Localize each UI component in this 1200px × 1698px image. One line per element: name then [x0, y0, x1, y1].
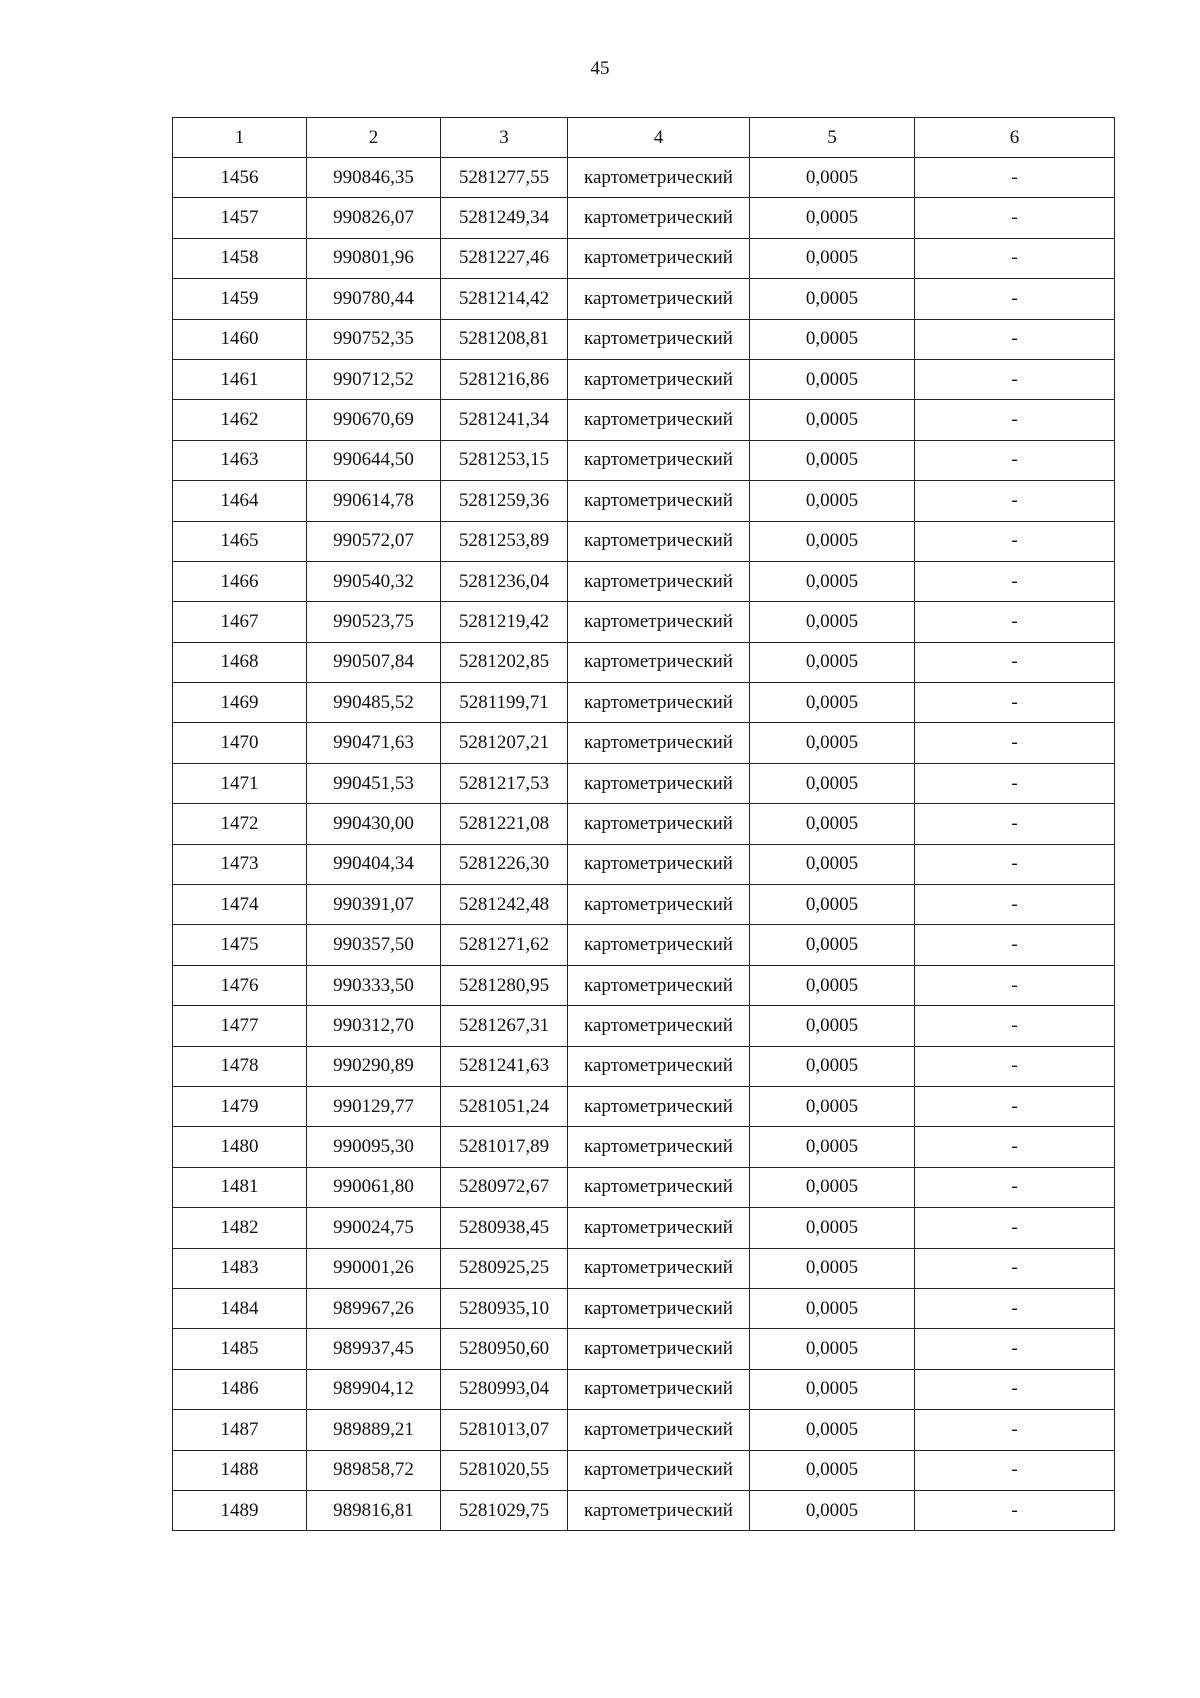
cell-x-coordinate: 990290,89 [307, 1046, 441, 1086]
cell-method: картометрический [568, 1208, 750, 1248]
cell-method: картометрический [568, 481, 750, 521]
cell-accuracy: 0,0005 [750, 763, 915, 803]
cell-description: - [915, 1450, 1115, 1490]
cell-description: - [915, 1208, 1115, 1248]
cell-y-coordinate: 5280938,45 [441, 1208, 568, 1248]
cell-description: - [915, 481, 1115, 521]
cell-y-coordinate: 5281226,30 [441, 844, 568, 884]
table-row [173, 561, 1115, 601]
cell-method: картометрический [568, 763, 750, 803]
cell-method: картометрический [568, 844, 750, 884]
cell-description: - [915, 804, 1115, 844]
cell-x-coordinate: 989816,81 [307, 1490, 441, 1530]
cell-description: - [915, 723, 1115, 763]
cell-y-coordinate: 5281241,34 [441, 400, 568, 440]
table-row [173, 521, 1115, 561]
cell-accuracy: 0,0005 [750, 1248, 915, 1288]
cell-point-number: 1485 [173, 1329, 307, 1369]
cell-accuracy: 0,0005 [750, 602, 915, 642]
cell-y-coordinate: 5281241,63 [441, 1046, 568, 1086]
cell-accuracy: 0,0005 [750, 1127, 915, 1167]
cell-description: - [915, 1490, 1115, 1530]
cell-y-coordinate: 5281217,53 [441, 763, 568, 803]
table-row [173, 440, 1115, 480]
cell-y-coordinate: 5281236,04 [441, 561, 568, 601]
cell-x-coordinate: 990523,75 [307, 602, 441, 642]
cell-description: - [915, 602, 1115, 642]
cell-point-number: 1476 [173, 965, 307, 1005]
cell-x-coordinate: 990001,26 [307, 1248, 441, 1288]
cell-description: - [915, 158, 1115, 198]
cell-x-coordinate: 990312,70 [307, 1006, 441, 1046]
cell-point-number: 1486 [173, 1369, 307, 1409]
table-row [173, 1369, 1115, 1409]
cell-x-coordinate: 990780,44 [307, 279, 441, 319]
cell-y-coordinate: 5281214,42 [441, 279, 568, 319]
cell-x-coordinate: 990614,78 [307, 481, 441, 521]
cell-y-coordinate: 5281253,89 [441, 521, 568, 561]
cell-description: - [915, 561, 1115, 601]
cell-y-coordinate: 5281017,89 [441, 1127, 568, 1167]
table-row [173, 1127, 1115, 1167]
cell-point-number: 1466 [173, 561, 307, 601]
cell-accuracy: 0,0005 [750, 1329, 915, 1369]
cell-x-coordinate: 989904,12 [307, 1369, 441, 1409]
cell-description: - [915, 763, 1115, 803]
cell-method: картометрический [568, 1248, 750, 1288]
cell-description: - [915, 400, 1115, 440]
table-row [173, 763, 1115, 803]
cell-accuracy: 0,0005 [750, 1086, 915, 1126]
cell-method: картометрический [568, 1086, 750, 1126]
cell-point-number: 1462 [173, 400, 307, 440]
cell-x-coordinate: 990712,52 [307, 359, 441, 399]
cell-description: - [915, 238, 1115, 278]
cell-accuracy: 0,0005 [750, 238, 915, 278]
table-row [173, 1006, 1115, 1046]
cell-method: картометрический [568, 804, 750, 844]
cell-point-number: 1463 [173, 440, 307, 480]
cell-accuracy: 0,0005 [750, 1450, 915, 1490]
cell-accuracy: 0,0005 [750, 965, 915, 1005]
cell-method: картометрический [568, 1167, 750, 1207]
cell-method: картометрический [568, 359, 750, 399]
cell-accuracy: 0,0005 [750, 1369, 915, 1409]
table-row [173, 1450, 1115, 1490]
table-row [173, 1288, 1115, 1328]
table-row [173, 481, 1115, 521]
cell-point-number: 1459 [173, 279, 307, 319]
cell-point-number: 1456 [173, 158, 307, 198]
cell-description: - [915, 1167, 1115, 1207]
table-row [173, 925, 1115, 965]
cell-x-coordinate: 990430,00 [307, 804, 441, 844]
cell-point-number: 1468 [173, 642, 307, 682]
table-body [173, 158, 1115, 1531]
cell-description: - [915, 885, 1115, 925]
header-col-1: 1 [173, 118, 307, 158]
cell-accuracy: 0,0005 [750, 723, 915, 763]
cell-method: картометрический [568, 1490, 750, 1530]
cell-method: картометрический [568, 1410, 750, 1450]
cell-y-coordinate: 5281020,55 [441, 1450, 568, 1490]
cell-x-coordinate: 990507,84 [307, 642, 441, 682]
cell-y-coordinate: 5281271,62 [441, 925, 568, 965]
cell-description: - [915, 844, 1115, 884]
header-col-2: 2 [307, 118, 441, 158]
table-header [173, 118, 1115, 158]
cell-x-coordinate: 989937,45 [307, 1329, 441, 1369]
cell-y-coordinate: 5281277,55 [441, 158, 568, 198]
cell-x-coordinate: 990061,80 [307, 1167, 441, 1207]
table-row [173, 683, 1115, 723]
table-row [173, 1046, 1115, 1086]
cell-y-coordinate: 5281202,85 [441, 642, 568, 682]
table-row [173, 238, 1115, 278]
cell-x-coordinate: 990391,07 [307, 885, 441, 925]
page-number: 45 [590, 58, 610, 79]
cell-x-coordinate: 990333,50 [307, 965, 441, 1005]
cell-method: картометрический [568, 723, 750, 763]
cell-x-coordinate: 990357,50 [307, 925, 441, 965]
cell-method: картометрический [568, 279, 750, 319]
cell-accuracy: 0,0005 [750, 400, 915, 440]
cell-accuracy: 0,0005 [750, 1490, 915, 1530]
cell-y-coordinate: 5281029,75 [441, 1490, 568, 1530]
cell-point-number: 1457 [173, 198, 307, 238]
cell-x-coordinate: 989889,21 [307, 1410, 441, 1450]
cell-point-number: 1478 [173, 1046, 307, 1086]
cell-method: картометрический [568, 1450, 750, 1490]
table-row [173, 1086, 1115, 1126]
cell-x-coordinate: 990485,52 [307, 683, 441, 723]
cell-accuracy: 0,0005 [750, 1046, 915, 1086]
cell-method: картометрический [568, 925, 750, 965]
cell-method: картометрический [568, 683, 750, 723]
table-row [173, 965, 1115, 1005]
cell-x-coordinate: 990670,69 [307, 400, 441, 440]
cell-y-coordinate: 5281219,42 [441, 602, 568, 642]
cell-description: - [915, 1046, 1115, 1086]
cell-point-number: 1470 [173, 723, 307, 763]
table-row [173, 804, 1115, 844]
cell-point-number: 1481 [173, 1167, 307, 1207]
cell-point-number: 1480 [173, 1127, 307, 1167]
cell-y-coordinate: 5281227,46 [441, 238, 568, 278]
cell-method: картометрический [568, 1329, 750, 1369]
header-col-4: 4 [568, 118, 750, 158]
cell-accuracy: 0,0005 [750, 198, 915, 238]
cell-point-number: 1461 [173, 359, 307, 399]
table-row [173, 642, 1115, 682]
cell-accuracy: 0,0005 [750, 319, 915, 359]
cell-description: - [915, 521, 1115, 561]
table-row [173, 723, 1115, 763]
cell-point-number: 1469 [173, 683, 307, 723]
cell-accuracy: 0,0005 [750, 1167, 915, 1207]
cell-description: - [915, 1248, 1115, 1288]
cell-x-coordinate: 990801,96 [307, 238, 441, 278]
cell-point-number: 1460 [173, 319, 307, 359]
cell-accuracy: 0,0005 [750, 481, 915, 521]
cell-y-coordinate: 5280972,67 [441, 1167, 568, 1207]
cell-point-number: 1477 [173, 1006, 307, 1046]
cell-x-coordinate: 990471,63 [307, 723, 441, 763]
cell-point-number: 1488 [173, 1450, 307, 1490]
cell-method: картометрический [568, 602, 750, 642]
cell-point-number: 1472 [173, 804, 307, 844]
table-row [173, 158, 1115, 198]
cell-point-number: 1465 [173, 521, 307, 561]
cell-accuracy: 0,0005 [750, 885, 915, 925]
cell-x-coordinate: 989967,26 [307, 1288, 441, 1328]
cell-method: картометрический [568, 1006, 750, 1046]
table-row [173, 400, 1115, 440]
cell-description: - [915, 1329, 1115, 1369]
coordinates-table [172, 117, 1115, 1531]
cell-x-coordinate: 990644,50 [307, 440, 441, 480]
cell-accuracy: 0,0005 [750, 561, 915, 601]
cell-point-number: 1464 [173, 481, 307, 521]
cell-description: - [915, 440, 1115, 480]
cell-method: картометрический [568, 521, 750, 561]
header-row [173, 118, 1115, 158]
cell-accuracy: 0,0005 [750, 844, 915, 884]
cell-method: картометрический [568, 642, 750, 682]
cell-method: картометрический [568, 158, 750, 198]
cell-y-coordinate: 5281249,34 [441, 198, 568, 238]
cell-point-number: 1471 [173, 763, 307, 803]
cell-y-coordinate: 5281267,31 [441, 1006, 568, 1046]
cell-accuracy: 0,0005 [750, 642, 915, 682]
cell-description: - [915, 359, 1115, 399]
cell-x-coordinate: 989858,72 [307, 1450, 441, 1490]
cell-accuracy: 0,0005 [750, 279, 915, 319]
cell-accuracy: 0,0005 [750, 1006, 915, 1046]
cell-point-number: 1483 [173, 1248, 307, 1288]
table-row [173, 885, 1115, 925]
cell-x-coordinate: 990404,34 [307, 844, 441, 884]
cell-y-coordinate: 5281259,36 [441, 481, 568, 521]
table-row [173, 279, 1115, 319]
cell-method: картометрический [568, 319, 750, 359]
cell-point-number: 1467 [173, 602, 307, 642]
cell-accuracy: 0,0005 [750, 804, 915, 844]
table-row [173, 602, 1115, 642]
cell-y-coordinate: 5281207,21 [441, 723, 568, 763]
table-row [173, 198, 1115, 238]
table-row [173, 319, 1115, 359]
cell-accuracy: 0,0005 [750, 683, 915, 723]
cell-accuracy: 0,0005 [750, 158, 915, 198]
cell-y-coordinate: 5281280,95 [441, 965, 568, 1005]
cell-y-coordinate: 5281208,81 [441, 319, 568, 359]
cell-point-number: 1482 [173, 1208, 307, 1248]
header-col-5: 5 [750, 118, 915, 158]
cell-description: - [915, 1369, 1115, 1409]
cell-x-coordinate: 990826,07 [307, 198, 441, 238]
cell-method: картометрический [568, 1369, 750, 1409]
cell-accuracy: 0,0005 [750, 1208, 915, 1248]
cell-description: - [915, 1410, 1115, 1450]
table-row [173, 1248, 1115, 1288]
cell-point-number: 1484 [173, 1288, 307, 1328]
cell-x-coordinate: 990846,35 [307, 158, 441, 198]
cell-description: - [915, 1127, 1115, 1167]
table-row [173, 359, 1115, 399]
cell-x-coordinate: 990752,35 [307, 319, 441, 359]
cell-accuracy: 0,0005 [750, 359, 915, 399]
cell-y-coordinate: 5280993,04 [441, 1369, 568, 1409]
table-row [173, 1410, 1115, 1450]
cell-description: - [915, 965, 1115, 1005]
cell-x-coordinate: 990572,07 [307, 521, 441, 561]
cell-method: картометрический [568, 1046, 750, 1086]
table-row [173, 1208, 1115, 1248]
cell-accuracy: 0,0005 [750, 440, 915, 480]
cell-y-coordinate: 5281253,15 [441, 440, 568, 480]
cell-point-number: 1473 [173, 844, 307, 884]
cell-point-number: 1474 [173, 885, 307, 925]
cell-accuracy: 0,0005 [750, 925, 915, 965]
table-row [173, 844, 1115, 884]
cell-method: картометрический [568, 965, 750, 1005]
cell-point-number: 1479 [173, 1086, 307, 1126]
cell-description: - [915, 683, 1115, 723]
cell-x-coordinate: 990129,77 [307, 1086, 441, 1126]
cell-method: картометрический [568, 885, 750, 925]
cell-description: - [915, 642, 1115, 682]
cell-y-coordinate: 5281199,71 [441, 683, 568, 723]
cell-point-number: 1475 [173, 925, 307, 965]
cell-description: - [915, 319, 1115, 359]
cell-description: - [915, 925, 1115, 965]
cell-method: картометрический [568, 198, 750, 238]
cell-description: - [915, 1006, 1115, 1046]
cell-x-coordinate: 990024,75 [307, 1208, 441, 1248]
cell-method: картометрический [568, 561, 750, 601]
cell-y-coordinate: 5281216,86 [441, 359, 568, 399]
cell-y-coordinate: 5281242,48 [441, 885, 568, 925]
table-row [173, 1490, 1115, 1530]
cell-method: картометрический [568, 440, 750, 480]
cell-x-coordinate: 990540,32 [307, 561, 441, 601]
cell-method: картометрический [568, 1288, 750, 1328]
cell-method: картометрический [568, 238, 750, 278]
cell-x-coordinate: 990451,53 [307, 763, 441, 803]
cell-description: - [915, 198, 1115, 238]
cell-x-coordinate: 990095,30 [307, 1127, 441, 1167]
table-row [173, 1167, 1115, 1207]
cell-y-coordinate: 5281221,08 [441, 804, 568, 844]
header-col-3: 3 [441, 118, 568, 158]
cell-accuracy: 0,0005 [750, 521, 915, 561]
cell-method: картометрический [568, 1127, 750, 1167]
cell-y-coordinate: 5281013,07 [441, 1410, 568, 1450]
cell-point-number: 1487 [173, 1410, 307, 1450]
header-col-6: 6 [915, 118, 1115, 158]
cell-y-coordinate: 5280935,10 [441, 1288, 568, 1328]
cell-description: - [915, 1288, 1115, 1328]
cell-y-coordinate: 5281051,24 [441, 1086, 568, 1126]
cell-method: картометрический [568, 400, 750, 440]
cell-accuracy: 0,0005 [750, 1288, 915, 1328]
cell-y-coordinate: 5280925,25 [441, 1248, 568, 1288]
table-row [173, 1329, 1115, 1369]
cell-description: - [915, 1086, 1115, 1126]
cell-y-coordinate: 5280950,60 [441, 1329, 568, 1369]
cell-point-number: 1489 [173, 1490, 307, 1530]
cell-point-number: 1458 [173, 238, 307, 278]
cell-accuracy: 0,0005 [750, 1410, 915, 1450]
cell-description: - [915, 279, 1115, 319]
